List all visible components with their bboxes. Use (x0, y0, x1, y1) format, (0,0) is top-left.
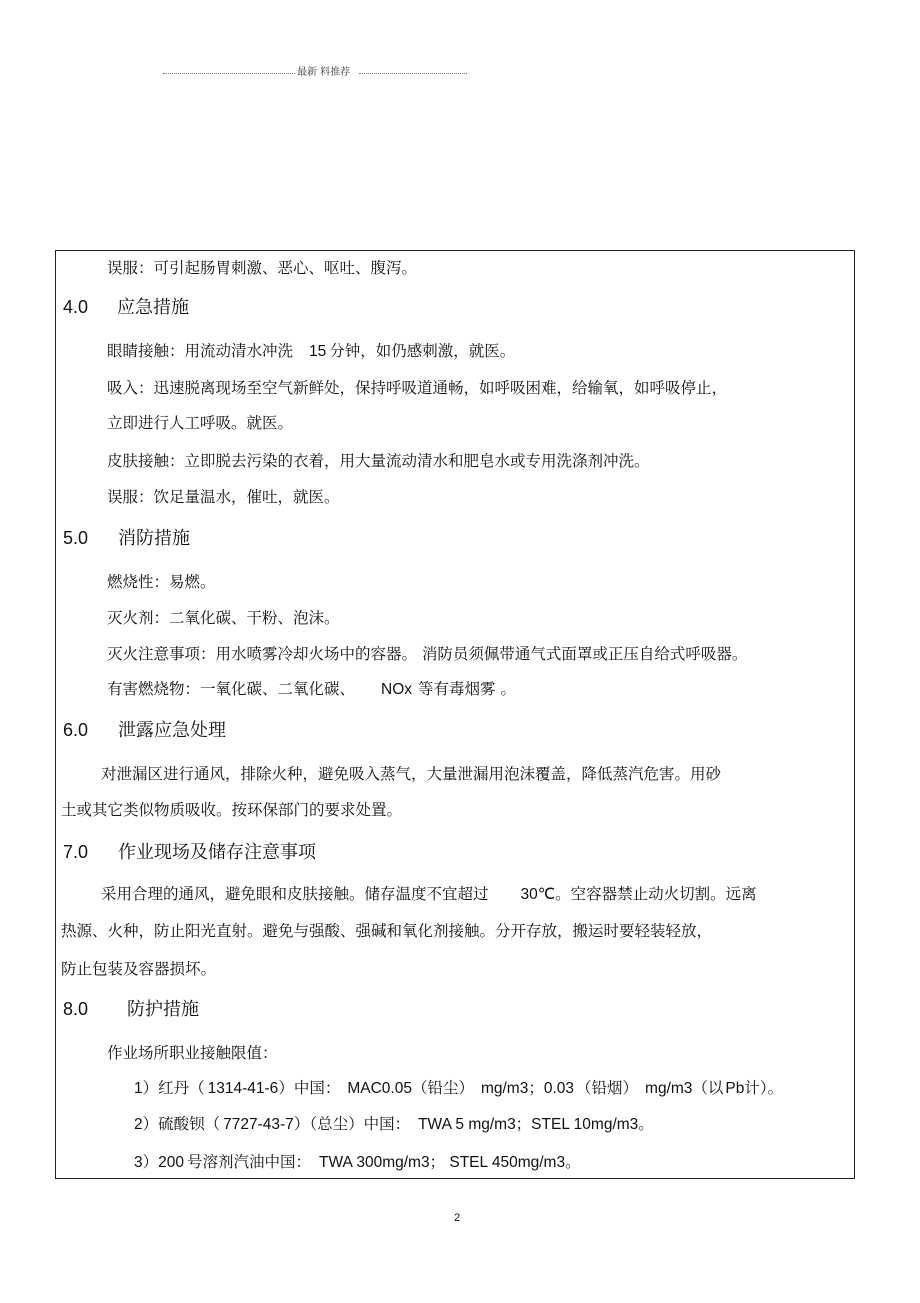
hazardous-combustion-nox: NOx (381, 681, 413, 698)
pre-ingestion-text: 误服：可引起肠胃刺激、恶心、呕吐、腹泻。 (107, 259, 418, 277)
storage-line-1-end: 。空容器禁止动火切割。远离 (555, 885, 757, 903)
section-5-heading (63, 527, 190, 550)
item-form: （铅尘） (411, 1079, 474, 1097)
spill-response-line-1: 对泄漏区进行通风，排除火种，避免吸入蒸气，大量泄漏用泡沫覆盖，降低蒸汽危害。用砂 (101, 765, 722, 783)
item-substance: 号溶剂汽油中国： (187, 1153, 312, 1171)
section-4-number: 4.0 (63, 297, 89, 317)
hazardous-combustion-rest: 等有毒烟雾 。 (418, 680, 516, 698)
item-form: （铅烟） (576, 1079, 639, 1097)
section-5-title: 消防措施 (118, 528, 190, 549)
section-7-heading (63, 841, 316, 864)
storage-line-3: 防止包装及容器损坏。 (61, 960, 217, 978)
item-substance: 硫酸钡（ (158, 1115, 221, 1133)
hazardous-combustion-label: 有害燃烧物：一氧化碳、二氧化碳、 (107, 680, 356, 698)
ingestion-text: 误服：饮足量温水，催吐，就医。 (107, 488, 340, 506)
header-dotted-rule-left (163, 73, 295, 74)
eye-contact-minutes: 15 (309, 343, 327, 360)
item-limit-value: mg/m3；0.03 (480, 1080, 575, 1097)
section-6-heading (63, 719, 226, 742)
exposure-limit-item (134, 1114, 654, 1135)
section-7-number: 7.0 (63, 842, 89, 862)
section-8-number: 8.0 (63, 999, 89, 1019)
item-index: 2） (134, 1116, 159, 1133)
inhalation-line-2: 立即进行人工呼吸。就医。 (107, 414, 294, 432)
spill-response-line-2: 土或其它类似物质吸收。按环保部门的要求处置。 (61, 801, 403, 819)
section-6-number: 6.0 (63, 720, 89, 740)
skin-contact-text: 皮肤接触：立即脱去污染的衣着，用大量流动清水和肥皂水或专用洗涤剂冲洗。 (107, 452, 650, 470)
exposure-limit-item (134, 1152, 581, 1173)
header-dotted-rule-right (359, 73, 467, 74)
inhalation-line-1: 吸入：迅速脱离现场至空气新鲜处，保持呼吸道通畅，如呼吸困难，给输氧，如呼吸停止， (107, 379, 728, 397)
firefighting-notes-text: 灭火注意事项：用水喷雾冷却火场中的容器。 消防员须佩带通气式面罩或正压自给式呼吸器。 (107, 645, 748, 663)
section-7-title: 作业现场及储存注意事项 (118, 842, 316, 863)
eye-contact-text (107, 341, 515, 362)
storage-line-1 (101, 884, 757, 905)
section-4-title: 应急措施 (117, 297, 189, 318)
item-limit-value: TWA 300mg/m3； STEL 450mg/m3 (319, 1154, 566, 1171)
item-note: （以 (692, 1079, 724, 1097)
section-5-number: 5.0 (63, 528, 89, 548)
storage-temperature: 30℃ (520, 886, 556, 903)
page-number: 2 (454, 1212, 461, 1224)
extinguisher-text: 灭火剂：二氧化碳、干粉、泡沫。 (107, 609, 340, 627)
section-8-heading (63, 998, 199, 1021)
item-note-end: 计）。 (744, 1079, 784, 1097)
item-country: ）（总尘）中国： (293, 1115, 411, 1133)
header-text: 最新 料推荐 (297, 67, 351, 78)
item-cas-number: 7727-43-7 (223, 1116, 294, 1133)
item-limit-value: MAC0.05 (347, 1080, 412, 1097)
item-note-end: 。 (638, 1115, 654, 1133)
exposure-limit-item (134, 1078, 783, 1099)
item-country: ）中国： (278, 1079, 341, 1097)
item-cas-number: 1314-41-6 (207, 1080, 279, 1097)
item-unit: mg/m3 (645, 1080, 693, 1097)
item-note-end: 。 (565, 1153, 581, 1171)
section-6-title: 泄露应急处理 (118, 720, 226, 741)
storage-line-1-start: 采用合理的通风，避免眼和皮肤接触。储存温度不宜超过 (101, 885, 489, 903)
item-limit-value: TWA 5 mg/m3；STEL 10mg/m3 (418, 1116, 639, 1133)
section-8-title: 防护措施 (127, 999, 199, 1020)
item-element: Pb (725, 1080, 745, 1097)
storage-line-2: 热源、火种，防止阳光直射。避免与强酸、强碱和氧化剂接触。分开存放，搬运时要轻装轻放， (61, 922, 713, 940)
item-index: 1） (134, 1080, 159, 1097)
flammability-text: 燃烧性：易燃。 (107, 573, 216, 591)
exposure-limits-intro: 作业场所职业接触限值： (107, 1044, 278, 1062)
item-grade: 200 (158, 1154, 184, 1171)
hazardous-combustion-text (107, 679, 516, 700)
item-substance: 红丹（ (158, 1079, 205, 1097)
eye-contact-label: 眼睛接触：用流动清水冲洗 (107, 342, 294, 360)
eye-contact-rest: 分钟，如仍感刺激，就医。 (329, 342, 516, 360)
item-index: 3） (134, 1154, 159, 1171)
section-4-heading (63, 296, 189, 319)
page-header (163, 66, 468, 80)
